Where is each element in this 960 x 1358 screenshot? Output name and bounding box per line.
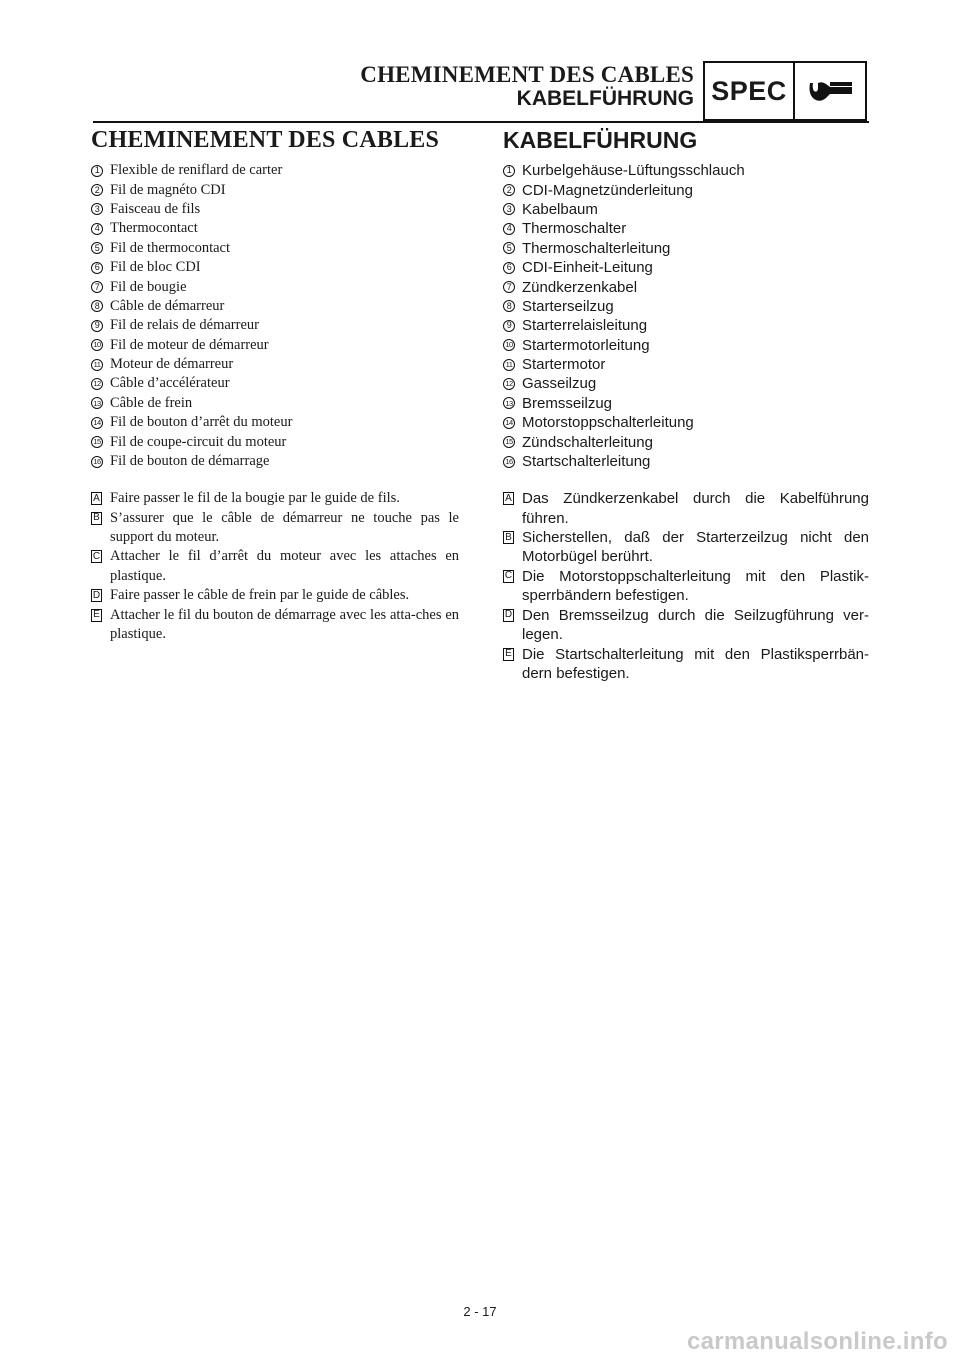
item-number: 12 bbox=[503, 378, 515, 390]
list-item bbox=[91, 297, 459, 316]
item-number: 5 bbox=[91, 242, 103, 254]
item-number: 1 bbox=[91, 165, 103, 177]
note-letter: D bbox=[504, 609, 513, 621]
note-text: Faire passer le fil de la bougie par le guide de fils. bbox=[110, 490, 400, 507]
list-item bbox=[91, 277, 459, 296]
note-text: S’assurer que le câble de démarreur ne touche pas le support du moteur. bbox=[110, 509, 459, 546]
page-number: 2 - 17 bbox=[463, 1304, 497, 1319]
list-item bbox=[91, 355, 459, 374]
item-text: Motorstoppschalterleitung bbox=[522, 414, 694, 432]
item-text: Startermotorleitung bbox=[522, 336, 650, 354]
item-number: 1 bbox=[503, 165, 515, 177]
list-item bbox=[503, 258, 869, 277]
list-item bbox=[91, 413, 459, 432]
list-item bbox=[91, 239, 459, 258]
list-item bbox=[91, 336, 459, 355]
list-item bbox=[503, 180, 869, 199]
item-number: 13 bbox=[503, 397, 515, 409]
item-text: Startermotor bbox=[522, 356, 606, 374]
french-column bbox=[91, 127, 459, 645]
item-text: Thermocontact bbox=[110, 220, 198, 237]
note-item bbox=[91, 586, 459, 605]
watermark: carmanualsonline.info bbox=[686, 1328, 948, 1355]
item-text: Kurbelgehäuse-Lüftungsschlauch bbox=[522, 162, 745, 180]
item-text: Moteur de démarreur bbox=[110, 356, 234, 373]
note-letter: D bbox=[92, 589, 101, 601]
item-text: Câble de démarreur bbox=[110, 297, 225, 314]
item-number: 15 bbox=[91, 436, 103, 448]
note-item bbox=[503, 606, 869, 645]
note-item bbox=[91, 489, 459, 508]
list-item bbox=[91, 394, 459, 413]
note-letter: E bbox=[503, 648, 514, 661]
note-item bbox=[503, 645, 869, 684]
item-number: 14 bbox=[503, 417, 515, 429]
item-number: 2 bbox=[503, 184, 515, 196]
header-rule bbox=[93, 121, 869, 123]
item-number: 3 bbox=[91, 203, 103, 215]
item-text: Bremsseilzug bbox=[522, 394, 613, 412]
list-item bbox=[91, 161, 459, 180]
item-number: 2 bbox=[91, 184, 103, 196]
note-letter: A bbox=[503, 492, 514, 505]
item-number: 9 bbox=[91, 320, 103, 332]
item-text: Fil de moteur de démarreur bbox=[110, 336, 269, 353]
note-item bbox=[91, 547, 459, 586]
list-item bbox=[503, 161, 869, 180]
list-item bbox=[91, 316, 459, 335]
list-item bbox=[91, 452, 459, 471]
header-title-fr: CHEMINEMENT DES CABLES bbox=[360, 62, 694, 87]
list-item bbox=[503, 239, 869, 258]
item-number: 8 bbox=[503, 300, 515, 312]
note-letter: E bbox=[91, 609, 102, 622]
note-letter: B bbox=[91, 512, 102, 525]
item-text: Startschalterleitung bbox=[522, 453, 651, 471]
notes-list-de bbox=[503, 489, 869, 683]
item-number: 9 bbox=[503, 320, 515, 332]
spec-badge bbox=[703, 61, 867, 121]
notes-list-fr bbox=[91, 489, 459, 644]
list-item bbox=[503, 355, 869, 374]
item-number: 6 bbox=[91, 262, 103, 274]
item-text: Câble d’accélérateur bbox=[110, 375, 230, 392]
item-number: 10 bbox=[91, 339, 103, 351]
list-item bbox=[503, 432, 869, 451]
item-text: Zündkerzenkabel bbox=[522, 278, 638, 296]
item-text: Fil de coupe-circuit du moteur bbox=[110, 433, 287, 450]
note-item bbox=[91, 509, 459, 548]
item-text: Gasseilzug bbox=[522, 375, 597, 393]
item-text: Fil de relais de démarreur bbox=[110, 317, 259, 334]
list-item bbox=[503, 200, 869, 219]
item-number: 8 bbox=[91, 300, 103, 312]
list-item bbox=[91, 180, 459, 199]
list-item bbox=[503, 277, 869, 296]
item-number: 14 bbox=[91, 417, 103, 429]
item-text: CDI-Magnetzünderleitung bbox=[522, 181, 693, 199]
note-text: Die Startschalterleitung mit den Plastiksperrbän-dern befestigen. bbox=[522, 645, 869, 682]
list-item bbox=[91, 374, 459, 393]
note-text: Faire passer le câble de frein par le guide de câbles. bbox=[110, 587, 410, 604]
german-column bbox=[503, 127, 869, 683]
list-item bbox=[503, 394, 869, 413]
item-number: 11 bbox=[503, 359, 515, 371]
note-letter: B bbox=[503, 531, 514, 544]
item-number: 4 bbox=[91, 223, 103, 235]
item-text: Thermoschalter bbox=[522, 220, 627, 238]
item-text: Faisceau de fils bbox=[110, 200, 201, 217]
item-number: 7 bbox=[91, 281, 103, 293]
item-number: 13 bbox=[91, 397, 103, 409]
list-item bbox=[503, 452, 869, 471]
parts-list-de bbox=[503, 161, 869, 471]
item-text: Fil de thermocontact bbox=[110, 239, 230, 256]
note-text: Den Bremsseilzug durch die Seilzugführung ver-legen. bbox=[522, 606, 869, 644]
item-number: 6 bbox=[503, 262, 515, 274]
parts-list-fr bbox=[91, 161, 459, 471]
section-title-de: KABELFÜHRUNG bbox=[503, 127, 698, 153]
list-item bbox=[503, 413, 869, 432]
item-number: 10 bbox=[503, 339, 515, 351]
item-number: 5 bbox=[503, 242, 515, 254]
item-number: 7 bbox=[503, 281, 515, 293]
list-item bbox=[91, 258, 459, 277]
item-text: Thermoschalterleitung bbox=[522, 239, 671, 257]
section-title-fr: CHEMINEMENT DES CABLES bbox=[91, 127, 440, 153]
item-text: Fil de bouton d’arrêt du moteur bbox=[110, 414, 293, 431]
wrench-icon bbox=[795, 63, 865, 119]
note-text: Sicherstellen, daß der Starterzeilzug nicht den Motorbügel berührt. bbox=[522, 529, 869, 566]
item-number: 16 bbox=[503, 456, 515, 468]
list-item bbox=[91, 432, 459, 451]
spec-badge-label: SPEC bbox=[705, 63, 795, 119]
item-text: Zündschalterleitung bbox=[522, 433, 653, 451]
item-number: 3 bbox=[503, 203, 515, 215]
note-text: Die Motorstoppschalterleitung mit den Plastik-sperrbändern befestigen. bbox=[522, 567, 869, 605]
item-text: Kabelbaum bbox=[522, 200, 598, 218]
note-letter: A bbox=[91, 492, 102, 505]
item-number: 4 bbox=[503, 223, 515, 235]
item-text: Fil de bougie bbox=[110, 278, 187, 295]
note-letter: C bbox=[92, 550, 101, 562]
item-text: Fil de bloc CDI bbox=[110, 259, 201, 276]
note-letter: C bbox=[504, 570, 513, 582]
item-text: Câble de frein bbox=[110, 394, 193, 411]
item-number: 11 bbox=[91, 359, 103, 371]
item-number: 12 bbox=[91, 378, 103, 390]
item-text: Fil de bouton de démarrage bbox=[110, 453, 270, 470]
note-text: Das Zündkerzenkabel durch die Kabelführung führen. bbox=[522, 490, 869, 527]
list-item bbox=[91, 200, 459, 219]
list-item bbox=[91, 219, 459, 238]
list-item bbox=[503, 297, 869, 316]
item-text: CDI-Einheit-Leitung bbox=[522, 259, 653, 277]
item-number: 15 bbox=[503, 436, 515, 448]
item-text: Starterseilzug bbox=[522, 297, 614, 315]
list-item bbox=[503, 316, 869, 335]
note-text: Attacher le fil d’arrêt du moteur avec les attaches en plastique. bbox=[110, 548, 459, 584]
note-item bbox=[503, 528, 869, 567]
note-item bbox=[91, 606, 459, 645]
note-text: Attacher le fil du bouton de démarrage avec les atta-ches en plastique. bbox=[110, 606, 459, 643]
item-text: Flexible de reniflard de carter bbox=[110, 162, 283, 179]
note-item bbox=[503, 489, 869, 528]
item-text: Starterrelaisleitung bbox=[522, 317, 648, 335]
item-text: Fil de magnéto CDI bbox=[110, 181, 226, 198]
list-item bbox=[503, 219, 869, 238]
note-item bbox=[503, 567, 869, 606]
list-item bbox=[503, 336, 869, 355]
item-number: 16 bbox=[91, 456, 103, 468]
header-title-de: KABELFÜHRUNG bbox=[516, 87, 694, 110]
list-item bbox=[503, 374, 869, 393]
